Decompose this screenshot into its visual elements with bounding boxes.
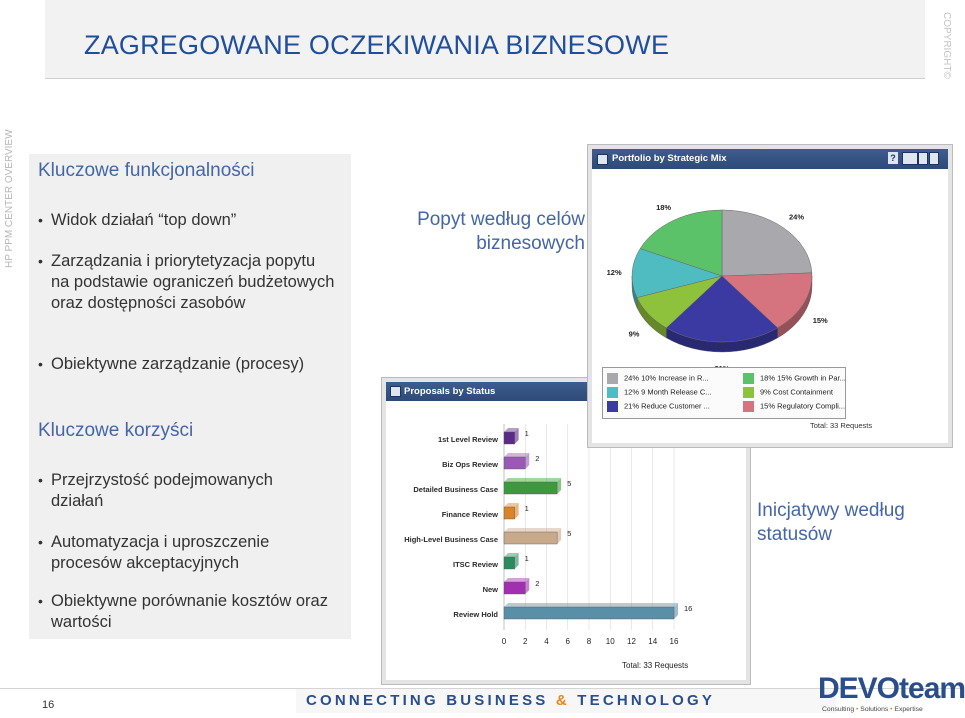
legend-item	[607, 401, 710, 412]
page-number: 16	[42, 699, 55, 711]
minimize-icon[interactable]	[918, 152, 928, 165]
bar-value-label: 1	[524, 554, 529, 563]
legend-label: 15% Regulatory Compli...	[760, 401, 846, 411]
legend-item	[607, 373, 709, 384]
window-menu-icon[interactable]	[390, 386, 401, 397]
features-heading: Kluczowe funkcjonalności	[38, 160, 255, 181]
benefit-item-text: Obiektywne porównanie kosztów oraz wartości	[51, 592, 328, 631]
x-tick-label: 6	[565, 637, 570, 646]
export-icon[interactable]	[902, 152, 918, 165]
benefits-heading: Kluczowe korzyści	[38, 420, 194, 441]
legend-item	[743, 401, 845, 412]
bar[interactable]	[504, 557, 515, 569]
logo-wordmark: DEVOteam	[818, 672, 965, 705]
legend-swatch	[743, 373, 754, 384]
help-icon[interactable]: ?	[888, 152, 898, 164]
pie-label: 12%	[606, 268, 622, 278]
portfolio-pie-chart	[592, 171, 940, 367]
legend-label: 18% 15% Growth in Par...	[760, 373, 846, 383]
legend-swatch	[743, 387, 754, 398]
pie-label: 18%	[656, 203, 672, 213]
bar[interactable]	[504, 582, 525, 594]
feature-item: • Widok działań “top down”	[38, 210, 338, 231]
bar-category-label: 1st Level Review	[437, 435, 498, 444]
bar-value-label: 5	[567, 479, 572, 488]
footer-slogan: CONNECTING BUSINESS & TECHNOLOGY	[306, 692, 716, 709]
feature-item: • Zarządzania i priorytetyzacja popytu na podstawie ograniczeń budżetowych oraz dostępności zasobów	[38, 251, 338, 314]
portfolio-window[interactable]	[588, 145, 952, 447]
bar[interactable]	[504, 532, 557, 544]
header-divider	[45, 78, 925, 79]
legend-swatch	[607, 373, 618, 384]
x-tick-label: 16	[669, 637, 679, 646]
bar-value-label: 5	[567, 529, 572, 538]
bar[interactable]	[504, 607, 674, 619]
bar-value-label: 1	[524, 429, 529, 438]
bar-top	[504, 603, 678, 607]
legend-swatch	[607, 401, 618, 412]
bar-category-label: ITSC Review	[452, 560, 498, 569]
bar-category-label: Biz Ops Review	[442, 460, 498, 469]
x-tick-label: 0	[501, 637, 507, 646]
logo-tagline: Consulting • Solutions • Expertise	[822, 706, 923, 713]
portfolio-total: Total: 33 Requests	[810, 421, 873, 430]
bar[interactable]	[504, 482, 557, 494]
window-menu-icon[interactable]	[597, 154, 608, 165]
feature-item-text: Zarządzania i priorytetyzacja popytu na podstawie ograniczeń budżetowych oraz dostępności zasobów	[51, 252, 335, 312]
legend-label: 21% Reduce Customer ...	[624, 401, 710, 411]
benefit-item: • Automatyzacja i uproszczenie procesów akceptacyjnych	[38, 532, 328, 574]
feature-item: • Obiektywne zarządzanie (procesy)	[38, 354, 348, 375]
copyright-text: COPYRIGHT©	[941, 12, 952, 79]
legend-label: 12% 9 Month Release C...	[624, 387, 712, 397]
legend-item	[607, 387, 712, 398]
devoteam-logo	[818, 672, 965, 718]
legend-label: 9% Cost Containment	[760, 387, 833, 397]
demand-caption: Popyt według celów biznesowych	[417, 209, 585, 254]
bar[interactable]	[504, 457, 525, 469]
bar[interactable]	[504, 507, 515, 519]
bar-category-label: Review Hold	[453, 610, 498, 619]
legend-item	[743, 387, 833, 398]
portfolio-window-title: Portfolio by Strategic Mix	[612, 153, 727, 164]
maximize-icon[interactable]	[929, 152, 939, 165]
bar-top	[504, 478, 561, 482]
feature-item-text: Widok działań “top down”	[51, 211, 237, 229]
benefit-item-text: Automatyzacja i uproszczenie procesów akceptacyjnych	[51, 533, 270, 572]
bar-top	[504, 453, 529, 457]
x-tick-label: 10	[605, 637, 615, 646]
pie-label: 24%	[789, 212, 805, 222]
x-tick-label: 14	[648, 637, 658, 646]
bar-value-label: 2	[535, 579, 540, 588]
x-tick-label: 4	[544, 637, 549, 646]
portfolio-window-titlebar[interactable]	[592, 149, 948, 169]
bar-top	[504, 528, 561, 532]
benefit-item: • Obiektywne porównanie kosztów oraz wartości	[38, 591, 338, 633]
bar-category-label: High-Level Business Case	[404, 535, 498, 544]
bar-category-label: Finance Review	[441, 510, 498, 519]
bar-value-label: 2	[535, 454, 540, 463]
bar-category-label: Detailed Business Case	[413, 485, 498, 494]
pie-label: 15%	[812, 316, 828, 326]
portfolio-legend	[602, 367, 846, 419]
x-tick-label: 8	[586, 637, 592, 646]
proposals-window-title: Proposals by Status	[404, 386, 496, 397]
benefit-item-text: Przejrzystość podejmowanych działań	[51, 471, 273, 510]
legend-swatch	[743, 401, 754, 412]
legend-label: 24% 10% Increase in R...	[624, 373, 709, 383]
legend-item	[743, 373, 846, 384]
benefit-item: • Przejrzystość podejmowanych działań	[38, 470, 328, 512]
bar-top	[504, 578, 529, 582]
bar-category-label: New	[482, 585, 498, 594]
legend-swatch	[607, 387, 618, 398]
side-tag: HP PPM CENTER OVERVIEW	[4, 129, 15, 268]
proposals-total: Total: 33 Requests	[622, 661, 689, 670]
feature-item-text: Obiektywne zarządzanie (procesy)	[51, 355, 305, 373]
initiatives-caption: Inicjatywy według statusów	[757, 500, 905, 545]
bar-value-label: 1	[524, 504, 529, 513]
x-tick-label: 2	[523, 637, 528, 646]
bar[interactable]	[504, 432, 515, 444]
slide-title: ZAGREGOWANE OCZEKIWANIA BIZNESOWE	[84, 30, 670, 60]
bar-value-label: 16	[684, 604, 693, 613]
pie-label: 9%	[628, 329, 640, 339]
x-tick-label: 12	[627, 637, 636, 646]
